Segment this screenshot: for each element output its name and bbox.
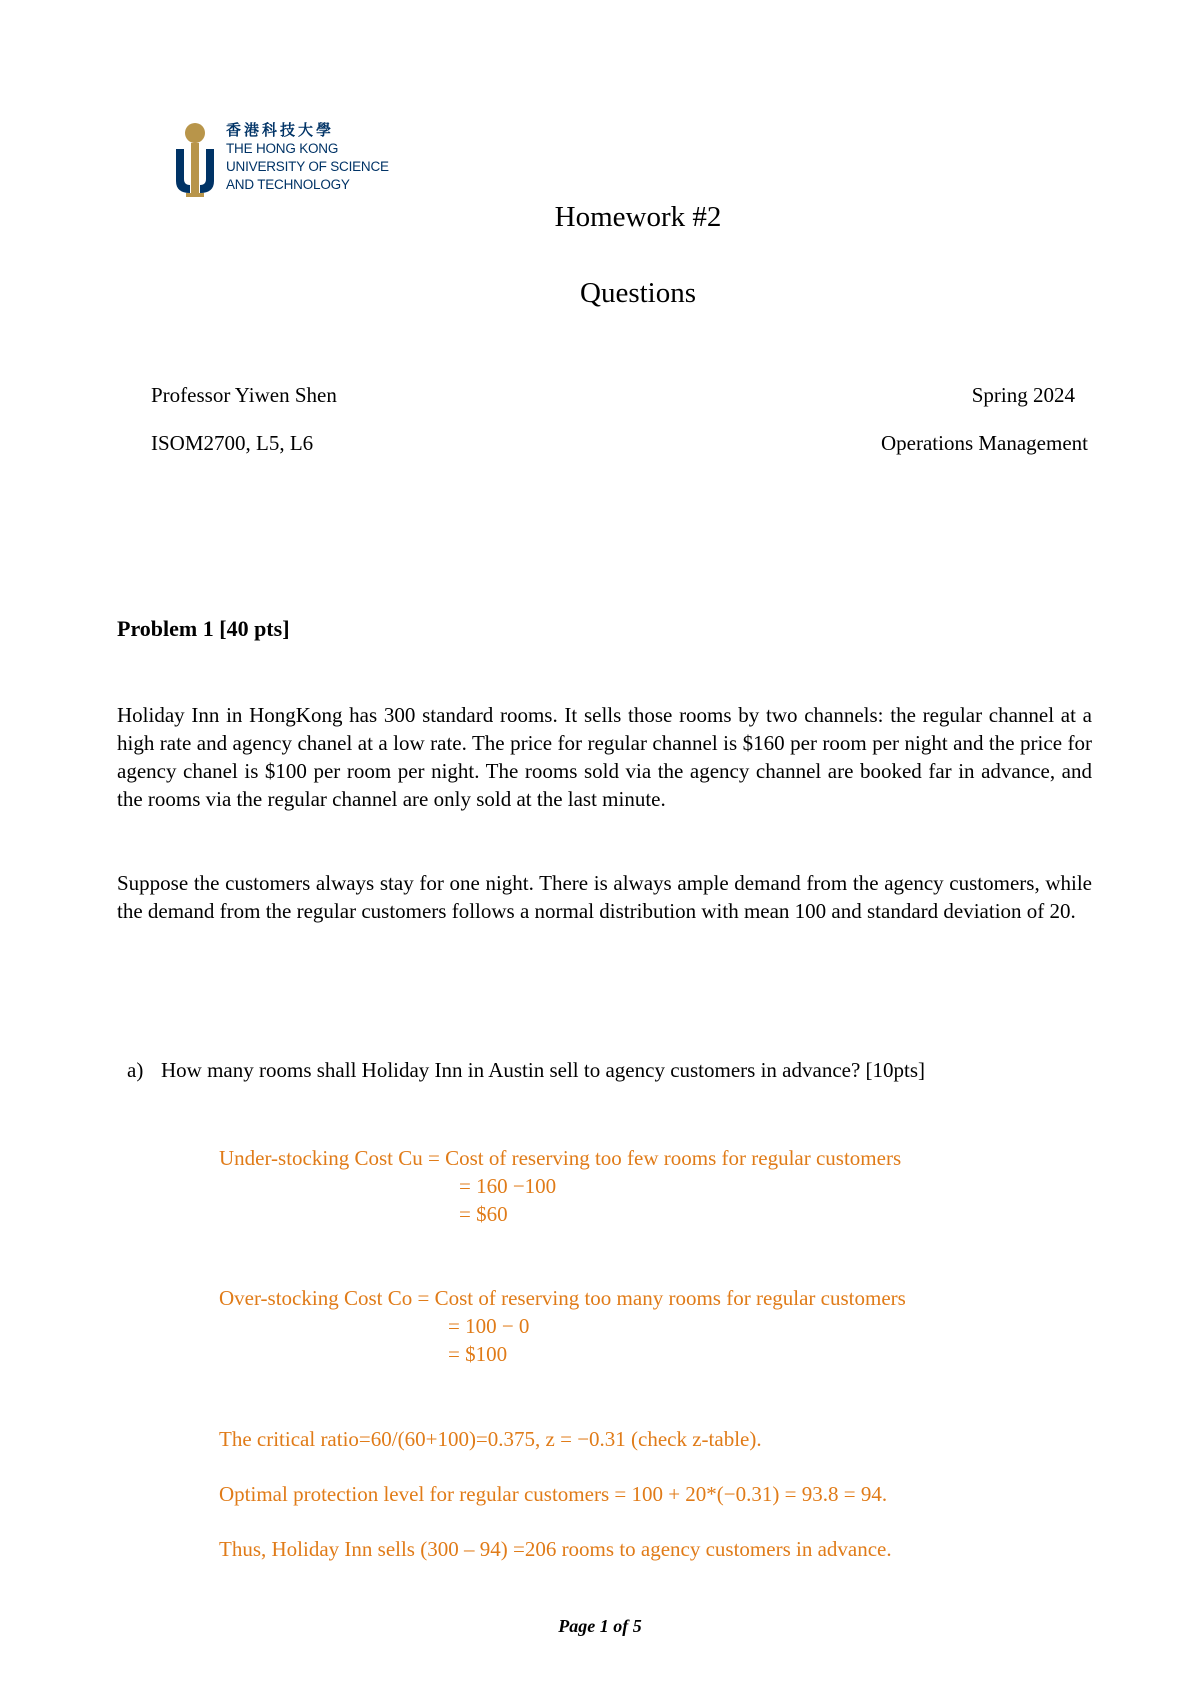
problem-paragraph: Holiday Inn in HongKong has 300 standard rooms. It sells those rooms by two channels: the regular channel at a high rate and agency chanel at a low rate. The price for regular channel is $160 per room per night and the price for agency chanel is $100 per room per night. The rooms sold via the agency channel are booked far in advance, and the rooms via the regular channel are only sold at the last minute. <box>117 703 1092 811</box>
answer-line: = $60 <box>459 1202 508 1226</box>
logo-text <box>226 122 389 194</box>
answer-line: = 100 − 0 <box>448 1314 530 1338</box>
page-number: Page 1 of 5 <box>558 1616 642 1636</box>
course-code: ISOM2700, L5, L6 <box>151 431 314 455</box>
professor-name: Professor Yiwen Shen <box>151 383 337 407</box>
page-subtitle: Questions <box>580 277 696 309</box>
term: Spring 2024 <box>971 383 1075 407</box>
problem-paragraph: Suppose the customers always stay for one night. There is always ample demand from the agency customers, while the demand from the regular customers follows a normal distribution with mean 100 and standard deviation of 20. <box>117 871 1092 923</box>
logo-english-line: THE HONG KONG <box>226 141 339 156</box>
logo-chinese-name: 香港科技大學 <box>226 122 335 139</box>
logo-english-line: UNIVERSITY OF SCIENCE <box>226 159 389 174</box>
subject: Operations Management <box>880 431 1088 455</box>
answer-line: Thus, Holiday Inn sells (300 – 94) =206 rooms to agency customers in advance. <box>219 1537 892 1561</box>
answer-line: = 160 −100 <box>459 1174 557 1198</box>
answer-line: The critical ratio=60/(60+100)=0.375, z = −0.31 (check z-table). <box>219 1427 762 1451</box>
hkust-emblem-icon <box>172 121 222 199</box>
logo-english-line: AND TECHNOLOGY <box>226 177 350 192</box>
question-label: a) <box>127 1058 144 1082</box>
answer-line: Over-stocking Cost Co = Cost of reserving too many rooms for regular customers <box>219 1286 906 1310</box>
question-text: How many rooms shall Holiday Inn in Austin sell to agency customers in advance? [10pts] <box>161 1058 926 1082</box>
problem-heading: Problem 1 [40 pts] <box>117 616 290 641</box>
answer-line: = $100 <box>448 1342 508 1366</box>
answer-line: Under-stocking Cost Cu = Cost of reserving too few rooms for regular customers <box>219 1146 902 1170</box>
answer-line: Optimal protection level for regular customers = 100 + 20*(−0.31) = 93.8 = 94. <box>219 1482 888 1506</box>
page-title: Homework #2 <box>554 201 722 233</box>
